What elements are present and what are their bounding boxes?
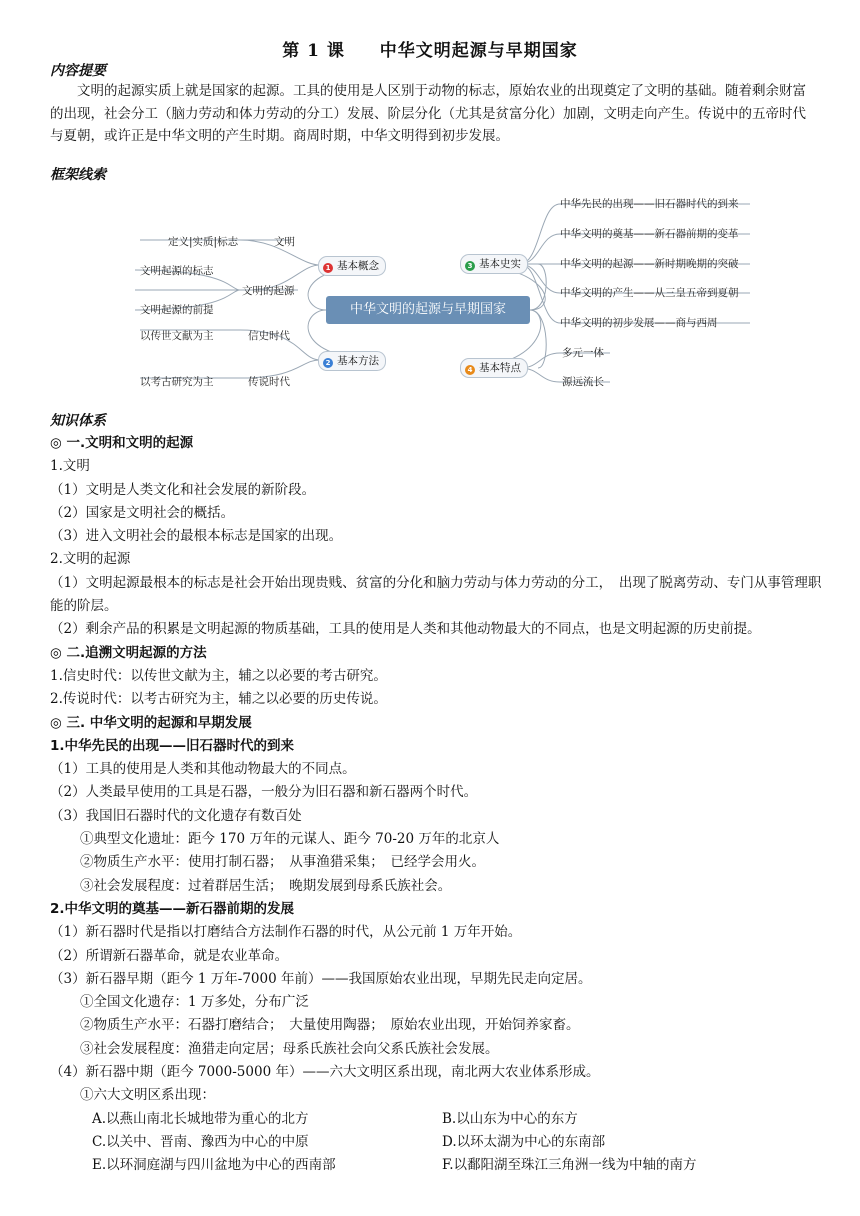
text-line: ②物质生产水平：石器打磨结合； 大量使用陶器； 原始农业出现，开始饲养家畜。 (80, 1017, 580, 1034)
region-row (50, 1131, 830, 1154)
method-2: 传说时代 (248, 376, 290, 388)
concept-civ-detail: 定义|实质|标志 (168, 236, 239, 248)
fact-item: 中华文明的初步发展——商与西周 (560, 317, 718, 329)
text-line: 1.文明 (50, 458, 90, 475)
node-basic-facts: 3 基本史实 (460, 254, 528, 274)
text-line: （4）新石器中期（距今 7000-5000 年）——六大文明区系出现，南北两大农业体系形成。 (50, 1064, 600, 1081)
method-1: 信史时代 (248, 330, 290, 342)
trait-item: 多元一体 (562, 347, 604, 359)
method-2-detail: 以考古研究为主 (140, 376, 214, 388)
text-line: （1）工具的使用是人类和其他动物最大的不同点。 (50, 761, 356, 778)
node-basic-concept: 1 基本概念 (318, 256, 386, 276)
badge-3: 3 (465, 261, 475, 271)
concept-origin: 文明的起源 (242, 285, 295, 297)
text-line: ③社会发展程度：渔猎走向定居；母系氏族社会向父系氏族社会发展。 (80, 1040, 499, 1057)
section-heading: ◎ 三. 中华文明的起源和早期发展 (50, 714, 252, 731)
section-heading: 1.中华先民的出现——旧石器时代的到来 (50, 737, 295, 754)
region-row (50, 1154, 830, 1177)
text-line: （2）剩余产品的积累是文明起源的物质基础，工具的使用是人类和其他动物最大的不同点，也是文明起源的历史前提。 (50, 621, 761, 638)
text-line: （3）进入文明社会的最根本标志是国家的出现。 (50, 528, 343, 545)
concept-civ: 文明 (274, 236, 295, 248)
framework-heading: 框架线索 (50, 167, 106, 183)
section-heading: 2.中华文明的奠基——新石器前期的发展 (50, 900, 295, 917)
text-line: 1.信史时代：以传世文献为主，辅之以必要的考古研究。 (50, 667, 387, 684)
fact-item: 中华文明的产生——从三皇五帝到夏朝 (560, 287, 739, 299)
region-item: F.以鄱阳湖至珠江三角洲一线为中轴的南方 (442, 1157, 697, 1174)
text-line: 2.传说时代：以考古研究为主，辅之以必要的历史传说。 (50, 691, 387, 708)
text-line: ①全国文化遗存：1 万多处，分布广泛 (80, 994, 309, 1011)
node-basic-method: 2 基本方法 (318, 351, 386, 371)
mind-map-center: 中华文明的起源与早期国家 (326, 296, 530, 324)
method-1-detail: 以传世文献为主 (140, 330, 214, 342)
region-item: B.以山东为中心的东方 (442, 1110, 578, 1127)
text-line: ②物质生产水平：使用打制石器； 从事渔猎采集； 已经学会用火。 (80, 854, 485, 871)
text-line: ①六大文明区系出现： (80, 1087, 215, 1104)
concept-origin-a: 文明起源的标志 (140, 265, 214, 277)
region-item: E.以环洞庭湖与四川盆地为中心的西南部 (92, 1157, 336, 1174)
badge-4: 4 (465, 365, 475, 375)
region-item: A.以燕山南北长城地带为重心的北方 (92, 1110, 309, 1127)
concept-origin-b: 文明起源的前提 (140, 304, 214, 316)
text-line: ③社会发展程度：过着群居生活； 晚期发展到母系氏族社会。 (80, 877, 452, 894)
page-title (0, 36, 860, 61)
region-item: D.以环太湖为中心的东南部 (442, 1133, 606, 1150)
text-line: （2）人类最早使用的工具是石器，一般分为旧石器和新石器两个时代。 (50, 784, 478, 801)
text-line: 2.文明的起源 (50, 551, 131, 568)
badge-1: 1 (323, 263, 333, 273)
fact-item: 中华文明的起源——新时期晚期的突破 (560, 258, 739, 270)
text-line: （1）新石器时代是指以打磨结合方法制作石器的时代，从公元前 1 万年开始。 (50, 924, 522, 941)
text-line: （2）国家是文明社会的概括。 (50, 504, 235, 521)
fact-item: 中华先民的出现——旧石器时代的到来 (560, 198, 739, 210)
node-basic-traits: 4 基本特点 (460, 358, 528, 378)
text-line: （2）所谓新石器革命，就是农业革命。 (50, 947, 289, 964)
text-line: （3）新石器早期（距今 1 万年-7000 年前）——我国原始农业出现，早期先民走向定居。 (50, 970, 592, 987)
trait-item: 源远流长 (562, 376, 604, 388)
text-line: （1）文明是人类文化和社会发展的新阶段。 (50, 481, 316, 498)
text-line: （1）文明起源最根本的标志是社会开始出现贵贱、贫富的分化和脑力劳动与体力劳动的分工， 出现了脱离劳动、专门从事管理职能的阶层。 (50, 574, 822, 615)
summary-text: 文明的起源实质上就是国家的起源。工具的使用是人区别于动物的标志，原始农业的出现奠定了文明的基础。随着剩余财富的出现，社会分工（脑力劳动和体力劳动的分工）发展、阶层分化（尤其是贫富分化）加剧，文明走向产生。传说中的五帝时代与夏朝，或许正是中华文明的产生时期。商周时期，中华文明得到初步发展。 (50, 83, 806, 144)
knowledge-heading: 知识体系 (50, 413, 106, 429)
section-heading: ◎ 二.追溯文明起源的方法 (50, 644, 207, 661)
region-row (50, 1108, 830, 1131)
mind-map (130, 190, 770, 405)
fact-item: 中华文明的奠基——新石器前期的变革 (560, 228, 739, 240)
region-item: C.以关中、晋南、豫西为中心的中原 (92, 1133, 309, 1150)
lesson-name: 中华文明起源与早期国家 (379, 41, 578, 61)
lesson-number: 第 1 课 (282, 41, 345, 61)
knowledge-body (50, 432, 830, 1178)
text-line: （3）我国旧石器时代的文化遗存有数百处 (50, 807, 302, 824)
section-heading: ◎ 一.文明和文明的起源 (50, 435, 194, 451)
text-line: ①典型文化遗址：距今 170 万年的元谋人、距今 70-20 万年的北京人 (80, 831, 500, 848)
badge-2: 2 (323, 358, 333, 368)
summary-heading: 内容提要 (50, 63, 106, 79)
